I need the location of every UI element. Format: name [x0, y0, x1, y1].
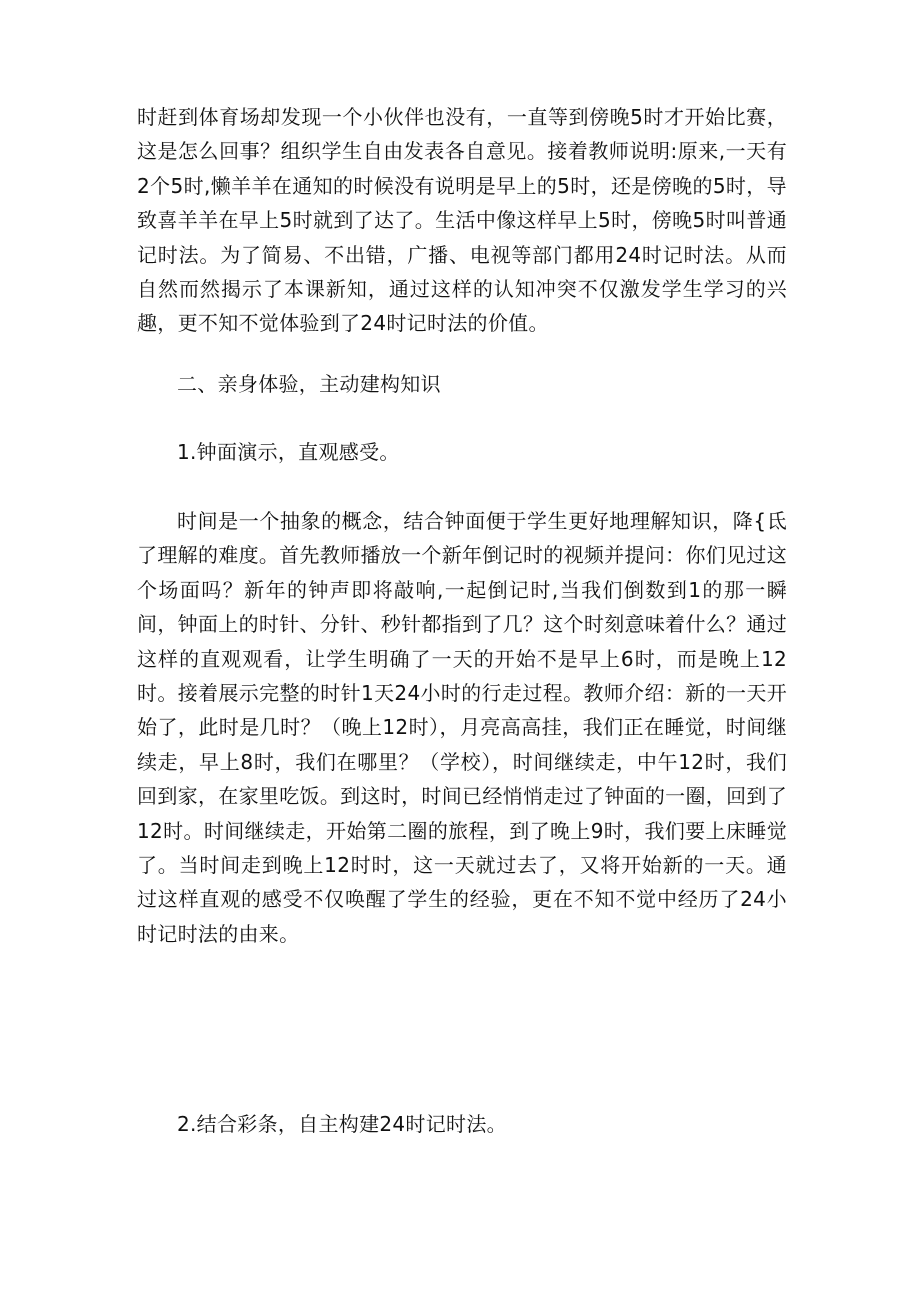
- subsection-heading-2: 2.结合彩条，自主构建24时记时法。: [177, 1112, 507, 1136]
- clock-demo-paragraph: 时间是一个抽象的概念，结合钟面便于学生更好地理解知识，降{氐了理解的难度。首先教师播放一个新年倒记时的视频并提问：你们见过这个场面吗？新年的钟声即将敲响,一起倒记时,当我们倒数到1的那一瞬间，钟面上的时针、分针、秒针都指到了几？这个时刻意味着什么？通过这样的直观观看，让学生明确了一天的开始不是早上6时，而是晚上12时。接着展示完整的时针1天24小时的行走过程。教师介绍：新的一天开始了，此时是几时？（晚上12时），月亮高高挂，我们正在睡觉，时间继续走，早上8时，我们在哪里？（学校），时间继续走，中午12时，我们回到家，在家里吃饭。到这时，时间已经悄悄走过了钟面的一圈，回到了12时。时间继续走，开始第二圈的旅程，到了晚上9时，我们要上床睡觉了。当时间走到晚上12时时，这一天就过去了，又将开始新的一天。通过这样直观的感受不仅唤醒了学生的经验，更在不知不觉中经历了24小时记时法的由来。: [137, 509, 787, 946]
- subsection-heading-1: 1.钟面演示，直观感受。: [177, 440, 400, 464]
- section-heading-2: 二、亲身体验，主动建构知识: [177, 372, 441, 396]
- intro-continued-paragraph: 时赶到体育场却发现一个小伙伴也没有，一直等到傍晚5时才开始比赛，这是怎么回事？组织学生自由发表各自意见。接着教师说明:原来,一天有2个5时,懒羊羊在通知的时候没有说明是早上的5时，还是傍晚的5时，导致喜羊羊在早上5时就到了达了。生活中像这样早上5时，傍晚5时叫普通记时法。为了简易、不出错，广播、电视等部门都用24时记时法。从而自然而然揭示了本课新知，通过这样的认知冲突不仅激发学生学习的兴趣，更不知不觉体验到了24时记时法的价值。: [137, 105, 787, 336]
